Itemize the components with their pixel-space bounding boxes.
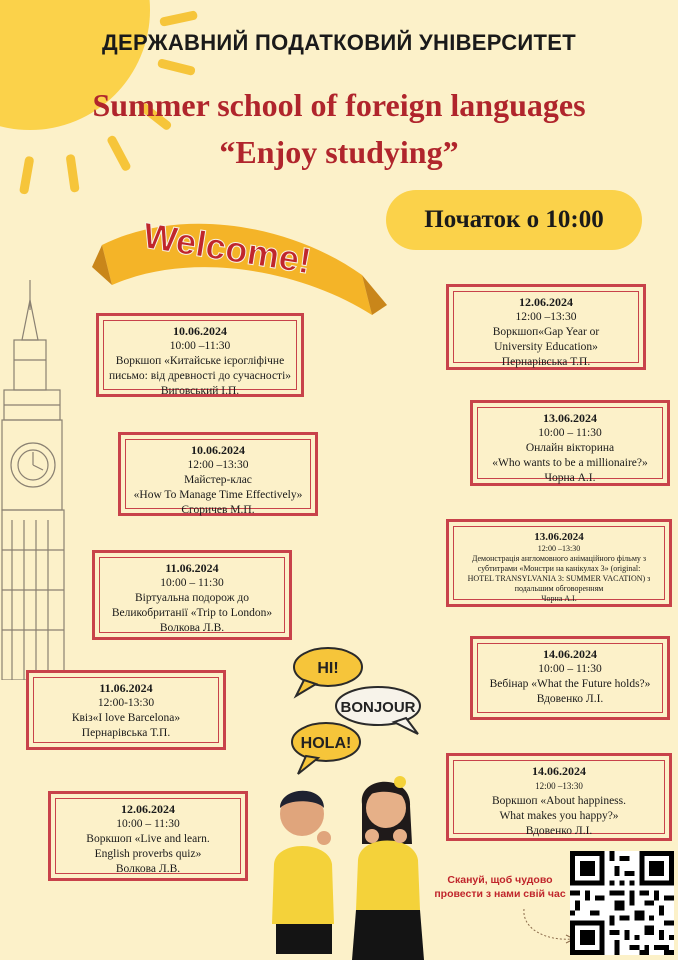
event-line: Майстер-клас: [184, 474, 252, 486]
event-line: What makes you happy?»: [499, 810, 619, 822]
qr-caption: [425, 873, 575, 901]
event-date: 14.06.2024: [532, 764, 586, 778]
speech-bubbles: [282, 644, 432, 779]
event-host: Вдовенко Л.І.: [536, 693, 604, 705]
event-line: Воркшоп«Gap Year or: [492, 326, 600, 338]
event-time: 12:00-13:30: [97, 697, 155, 709]
bubble-hi: HI!: [317, 660, 339, 677]
event-date: 14.06.2024: [543, 647, 597, 661]
event-card: [118, 432, 318, 516]
event-host: Вдовенко Л.І.: [525, 825, 593, 837]
event-host: Пернарівська Т.П.: [501, 356, 591, 368]
event-card: [26, 670, 226, 750]
event-host: Виговський І.П.: [160, 385, 240, 397]
event-line: Воркшоп «Китайське ієрогліфічне: [115, 355, 285, 367]
kids-illustration: [262, 774, 432, 960]
event-date: 11.06.2024: [165, 561, 219, 575]
event-host: Чорна А.І.: [541, 594, 577, 603]
event-line: HOTEL TRANSYLVANIA 3: SUMMER VACATION) з: [467, 574, 651, 583]
event-line: University Education»: [494, 341, 598, 353]
event-card: [470, 400, 670, 486]
event-date: 10.06.2024: [191, 443, 245, 457]
event-host: Єгоричев М.П.: [181, 504, 255, 516]
event-line: English proverbs quiz»: [94, 848, 202, 860]
event-time: 12:00 –13:30: [535, 781, 583, 791]
big-ben-illustration: [0, 280, 75, 680]
event-time: 12:00 –13:30: [515, 311, 577, 323]
bubble-hola: HOLA!: [300, 735, 352, 752]
event-line: подальшим обговоренням: [514, 584, 604, 593]
qr-code[interactable]: [570, 851, 674, 955]
event-date: 12.06.2024: [519, 295, 573, 309]
event-time: 10:00 – 11:30: [538, 663, 602, 675]
event-card: [92, 550, 292, 640]
event-line: Демонстрація англомовного анімаційного фільму з: [471, 554, 647, 563]
event-host: Чорна А.І.: [544, 472, 596, 484]
bubble-bonjour: BONJOUR: [340, 699, 416, 716]
event-time: 10:00 – 11:30: [116, 818, 180, 830]
event-date: 13.06.2024: [534, 531, 584, 543]
page-title: Summer school of foreign languages: [92, 87, 586, 123]
event-card: [48, 791, 248, 881]
event-date: 11.06.2024: [99, 681, 153, 695]
boy-figure: [272, 791, 334, 954]
event-date: 10.06.2024: [173, 324, 227, 338]
event-date: 13.06.2024: [543, 411, 597, 425]
event-host: Волкова Л.В.: [115, 863, 181, 875]
event-line: Віртуальна подорож до: [134, 592, 250, 604]
welcome-text: Welcome!: [140, 214, 315, 282]
event-card: [470, 636, 670, 720]
event-time: 10:00 – 11:30: [538, 427, 602, 439]
event-line: Воркшоп «About happiness.: [492, 795, 626, 807]
event-line: «How To Manage Time Effectively»: [133, 489, 303, 501]
event-line: Вебінар «What the Future holds?»: [489, 678, 651, 690]
event-time: 12:00 –13:30: [537, 544, 581, 553]
event-card: [96, 313, 304, 397]
page-subtitle: “Enjoy studying”: [219, 134, 459, 170]
event-line: Онлайн вікторина: [525, 442, 615, 454]
event-line: «Who wants to be a millionaire?»: [492, 457, 648, 469]
event-card: [446, 753, 672, 841]
event-line: письмо: від древності до сучасності»: [108, 370, 292, 382]
girl-figure: [352, 776, 424, 960]
event-time: 12:00 –13:30: [187, 459, 249, 471]
event-line: Великобританії «Trip to London»: [111, 607, 273, 619]
qr-caption-line: Скануй, щоб чудово: [447, 874, 553, 886]
event-time: 10:00 –11:30: [169, 340, 231, 352]
event-line: Воркшоп «Live and learn.: [86, 833, 210, 845]
university-name: ДЕРЖАВНИЙ ПОДАТКОВИЙ УНІВЕРСИТЕТ: [102, 30, 576, 55]
event-date: 12.06.2024: [121, 802, 175, 816]
event-host: Пернарівська Т.П.: [81, 727, 171, 739]
event-line: Квіз«I love Barcelona»: [71, 712, 181, 724]
event-time: 10:00 – 11:30: [160, 577, 224, 589]
event-card: [446, 284, 646, 370]
event-line: субтитрами «Монстри на канікулах 3» (original:: [477, 564, 641, 573]
start-time-badge: Початок о 10:00: [386, 190, 642, 250]
event-card: [446, 519, 672, 607]
event-host: Волкова Л.В.: [159, 622, 225, 634]
qr-caption-line: провести з нами свій час: [434, 888, 566, 900]
